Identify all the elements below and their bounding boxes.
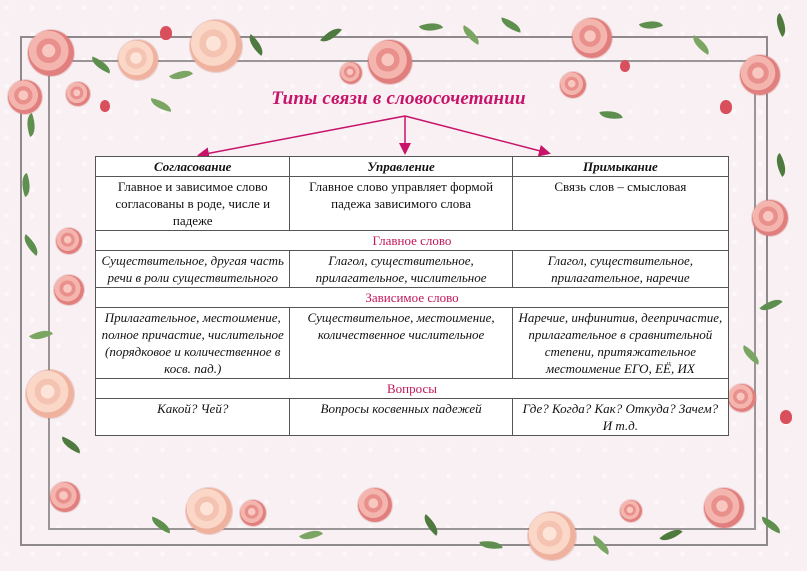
definition-agreement: Главное и зависимое слово согласованы в роде, числе и падеже <box>96 177 290 231</box>
section-label: Зависимое слово <box>96 288 729 308</box>
section-questions <box>96 379 729 399</box>
dependent-government: Существительное, местоимение, количественное числительное <box>290 308 512 379</box>
definition-government: Главное слово управляет формой падежа зависимого слова <box>290 177 512 231</box>
main-word-adjacency: Глагол, существительное, прилагательное, наречие <box>512 251 728 288</box>
section-dependent-word <box>96 288 729 308</box>
header-agreement: Согласование <box>96 157 290 177</box>
header-adjacency: Примыкание <box>512 157 728 177</box>
arrow-left <box>200 116 405 155</box>
definition-adjacency: Связь слов – смысловая <box>512 177 728 231</box>
dependent-adjacency: Наречие, инфинитив, деепричастие, прилагательное в сравнительной степени, притяжательное местоимение ЕГО, ЕЁ, ИХ <box>512 308 728 379</box>
questions-government: Вопросы косвенных падежей <box>290 399 512 436</box>
questions-adjacency: Где? Когда? Как? Откуда? Зачем? И т.д. <box>512 399 728 436</box>
page-title: Типы связи в словосочетании <box>271 88 526 109</box>
section-main-word <box>96 231 729 251</box>
section-label: Главное слово <box>96 231 729 251</box>
dependent-word-row <box>96 308 729 379</box>
header-row <box>96 157 729 177</box>
main-word-row <box>96 251 729 288</box>
header-government: Управление <box>290 157 512 177</box>
connection-types-table <box>95 156 729 436</box>
section-label: Вопросы <box>96 379 729 399</box>
main-word-government: Глагол, существительное, прилагательное, числительное <box>290 251 512 288</box>
main-word-agreement: Существительное, другая часть речи в роли существительного <box>96 251 290 288</box>
questions-agreement: Какой? Чей? <box>96 399 290 436</box>
arrow-right <box>405 116 548 153</box>
questions-row <box>96 399 729 436</box>
definition-row <box>96 177 729 231</box>
dependent-agreement: Прилагательное, местоимение, полное причастие, числительное (порядковое и количественное в косв. пад.) <box>96 308 290 379</box>
